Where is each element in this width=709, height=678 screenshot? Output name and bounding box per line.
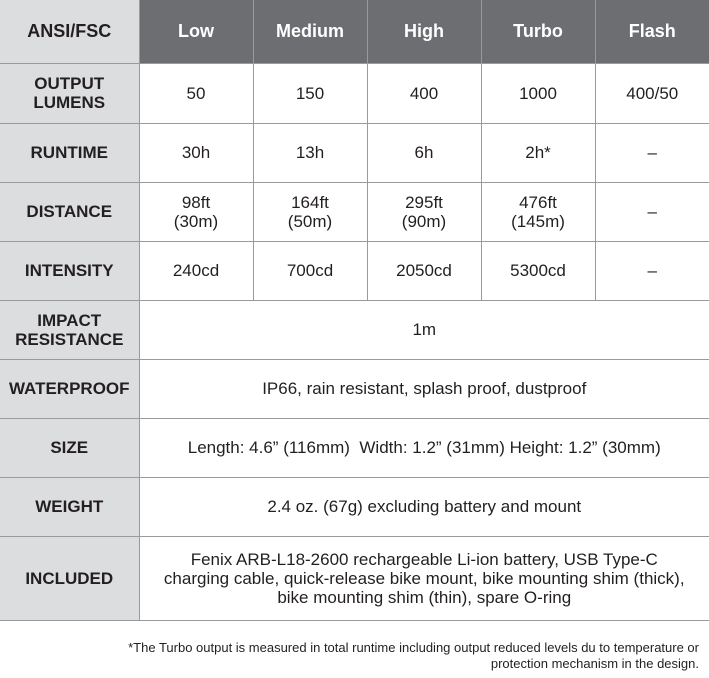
included-label: INCLUDED [0, 536, 139, 620]
output-low: 50 [139, 63, 253, 123]
impact-label-line2: RESISTANCE [15, 329, 124, 349]
runtime-low: 30h [139, 123, 253, 182]
waterproof-row [0, 359, 709, 418]
weight-label: WEIGHT [0, 477, 139, 536]
output-high: 400 [367, 63, 481, 123]
intensity-medium: 700cd [253, 241, 367, 300]
distance-row [0, 182, 709, 241]
distance-turbo-ft: 476ft [519, 192, 557, 212]
distance-turbo [481, 182, 595, 241]
included-row [0, 536, 709, 620]
output-turbo: 1000 [481, 63, 595, 123]
header-medium: Medium [253, 0, 367, 63]
distance-low [139, 182, 253, 241]
distance-high-m: (90m) [401, 211, 447, 231]
runtime-turbo: 2h* [481, 123, 595, 182]
header-corner: ANSI/FSC [0, 0, 139, 63]
distance-medium [253, 182, 367, 241]
distance-flash: – [595, 182, 709, 241]
distance-medium-ft: 164ft [291, 192, 329, 212]
intensity-row [0, 241, 709, 300]
footnote-line2: protection mechanism in the design. [490, 656, 699, 671]
distance-label: DISTANCE [0, 182, 139, 241]
intensity-turbo: 5300cd [481, 241, 595, 300]
included-line3: bike mounting shim (thin), spare O-ring [277, 587, 572, 607]
output-flash: 400/50 [595, 63, 709, 123]
impact-label [0, 300, 139, 359]
runtime-high: 6h [367, 123, 481, 182]
output-label-line1: OUTPUT [34, 74, 105, 93]
weight-value: 2.4 oz. (67g) excluding battery and mount [139, 477, 709, 536]
included-line2: charging cable, quick-release bike mount, bike mounting shim (thick), [163, 568, 685, 588]
size-label: SIZE [0, 418, 139, 477]
footnote [0, 640, 699, 672]
distance-turbo-m: (145m) [511, 211, 565, 231]
waterproof-label: WATERPROOF [0, 359, 139, 418]
header-low: Low [139, 0, 253, 63]
intensity-label: INTENSITY [0, 241, 139, 300]
included-line1: Fenix ARB-L18-2600 rechargeable Li-ion battery, USB Type-C [190, 549, 658, 569]
size-row [0, 418, 709, 477]
distance-low-m: (30m) [173, 211, 219, 231]
intensity-flash: – [595, 241, 709, 300]
footnote-line1: *The Turbo output is measured in total runtime including output reduced levels du to temperature or [128, 640, 699, 655]
runtime-row [0, 123, 709, 182]
impact-row [0, 300, 709, 359]
output-label [0, 63, 139, 123]
included-value [139, 536, 709, 620]
intensity-low: 240cd [139, 241, 253, 300]
distance-medium-m: (50m) [287, 211, 333, 231]
header-high: High [367, 0, 481, 63]
distance-high [367, 182, 481, 241]
waterproof-value: IP66, rain resistant, splash proof, dustproof [139, 359, 709, 418]
distance-low-ft: 98ft [181, 192, 211, 212]
header-turbo: Turbo [481, 0, 595, 63]
intensity-high: 2050cd [367, 241, 481, 300]
distance-high-ft: 295ft [405, 192, 443, 212]
runtime-label: RUNTIME [0, 123, 139, 182]
output-medium: 150 [253, 63, 367, 123]
output-label-line2: LUMENS [33, 93, 106, 112]
header-row [0, 0, 709, 63]
impact-value: 1m [139, 300, 709, 359]
header-flash: Flash [595, 0, 709, 63]
size-value: Length: 4.6” (116mm) Width: 1.2” (31mm) Height: 1.2” (30mm) [139, 418, 709, 477]
runtime-medium: 13h [253, 123, 367, 182]
output-row [0, 63, 709, 123]
runtime-flash: – [595, 123, 709, 182]
weight-row [0, 477, 709, 536]
impact-label-line1: IMPACT [37, 310, 102, 330]
